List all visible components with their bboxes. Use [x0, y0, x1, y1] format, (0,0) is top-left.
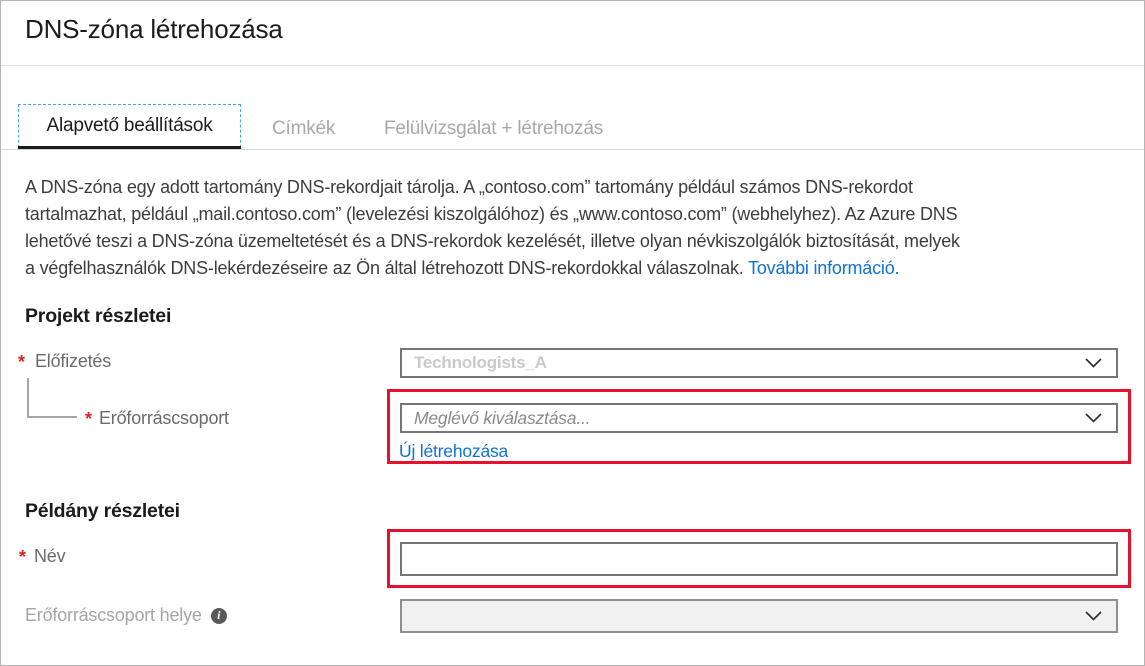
resource-group-location-dropdown: [400, 599, 1118, 633]
description-line: a végfelhasználók DNS-lekérdezéseire az Ön által létrehozott DNS-rekordokkal válaszolnak. További információ.: [25, 258, 900, 278]
name-input[interactable]: [400, 542, 1118, 576]
project-details-heading: Projekt részletei: [25, 305, 172, 327]
description-line: lehetővé teszi a DNS-zóna üzemeltetését és a DNS-rekordok kezelését, illetve olyan névkiszolgálók biztosítását, melyek: [25, 231, 960, 251]
required-asterisk: *: [18, 352, 25, 372]
description-line: tartalmazhat, például „mail.contoso.com” (levelezési kiszolgálóhoz) és „www.contoso.com” (webhelyhez). Az Azure DNS: [25, 204, 958, 224]
chevron-down-icon: [1085, 611, 1102, 621]
title-divider: [1, 65, 1144, 66]
chevron-down-icon: [1085, 413, 1102, 423]
resource-group-label: Erőforráscsoport: [99, 408, 229, 428]
create-new-resource-group-link[interactable]: Új létrehozása: [399, 441, 509, 461]
info-icon[interactable]: i: [211, 608, 227, 624]
subscription-value: Technologists_A: [414, 353, 547, 372]
subscription-dropdown[interactable]: [400, 348, 1118, 378]
instance-details-heading: Példány részletei: [25, 500, 180, 522]
description-line: A DNS-zóna egy adott tartomány DNS-rekordjait tárolja. A „contoso.com” tartomány például számos DNS-rekordot: [25, 177, 913, 197]
resource-group-location-label: Erőforráscsoport helye i: [25, 605, 227, 626]
resource-group-placeholder: Meglévő kiválasztása...: [414, 407, 591, 428]
description-text: [25, 174, 960, 282]
tree-connector-vertical: [27, 378, 29, 418]
required-asterisk: *: [19, 547, 26, 567]
learn-more-link[interactable]: További információ.: [748, 258, 900, 278]
tabs-divider: [1, 149, 1144, 150]
tree-connector-horizontal: [27, 416, 77, 418]
required-asterisk: *: [85, 409, 92, 429]
name-label: Név: [34, 546, 66, 566]
chevron-down-icon: [1085, 358, 1102, 368]
subscription-label: Előfizetés: [35, 351, 112, 371]
tab-basics-label: Alapvető beállítások: [46, 115, 213, 136]
page-title: DNS-zóna létrehozása: [25, 14, 283, 44]
resource-group-dropdown[interactable]: [400, 403, 1118, 433]
tab-basics[interactable]: [18, 104, 241, 148]
tab-tags[interactable]: Címkék: [272, 118, 336, 139]
tab-review-create[interactable]: Felülvizsgálat + létrehozás: [384, 118, 604, 139]
